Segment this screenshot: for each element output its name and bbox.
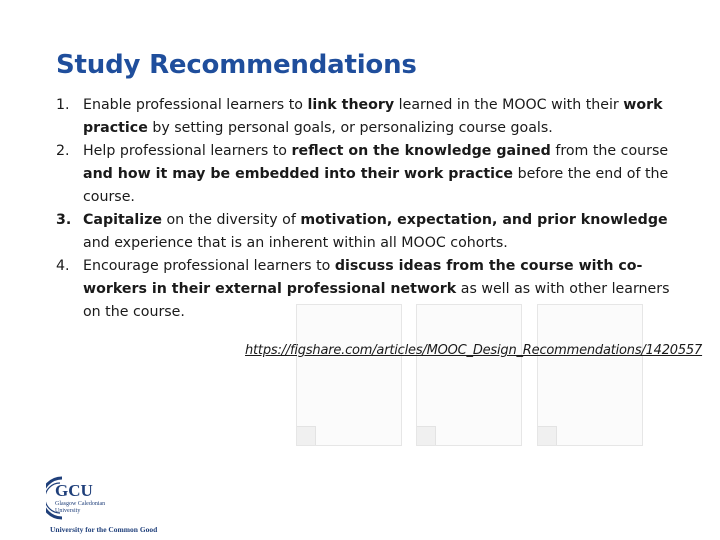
item-text: Help professional learners to <box>83 143 292 159</box>
logo-name-line1: Glasgow Caledonian <box>55 501 106 507</box>
item-number: 1. <box>56 97 70 113</box>
logo-abbrev: GCU <box>55 481 93 500</box>
item-text: as well as with other learners on the course. <box>83 281 670 320</box>
figshare-link[interactable]: https://figshare.com/articles/MOOC_Design_Recommendations/1420557 <box>245 343 703 358</box>
gcu-logo <box>46 474 166 527</box>
item-text: by setting personal goals, or personalizing course goals. <box>147 120 553 136</box>
item-text: before the end of the course. <box>83 166 669 205</box>
item-text: and experience that is an inherent within all MOOC cohorts. <box>83 235 508 251</box>
document-thumbnail <box>537 304 643 446</box>
item-number: 4. <box>56 258 70 274</box>
logo-tagline: University for the Common Good <box>50 525 158 534</box>
gcu-logo-icon <box>46 474 166 522</box>
list-item <box>56 94 676 140</box>
list-item <box>56 140 676 209</box>
item-text: Enable professional learners to <box>83 97 308 113</box>
item-text-bold: discuss ideas from the course with co-workers in their external professional network <box>83 258 643 297</box>
item-number: 2. <box>56 143 70 159</box>
document-thumbnail <box>416 304 522 446</box>
item-text: from the course <box>550 143 669 159</box>
logo-name-line2: University <box>55 508 81 514</box>
item-text-bold: link theory <box>307 97 395 113</box>
item-text: on the diversity of <box>161 212 301 228</box>
list-item <box>56 209 676 255</box>
item-text-bold: reflect on the knowledge gained <box>291 143 551 159</box>
item-text: Encourage professional learners to <box>83 258 335 274</box>
item-text-bold: and how it may be embedded into their work practice <box>83 166 514 182</box>
item-text-bold: work practice <box>83 97 663 136</box>
slide-title: Study Recommendations <box>56 50 417 80</box>
item-text: learned in the MOOC with their <box>394 97 624 113</box>
item-text-bold: motivation, expectation, and prior knowledge <box>300 212 668 228</box>
item-number: 3. <box>56 212 72 228</box>
item-text-bold: Capitalize <box>83 212 162 228</box>
document-thumbnail <box>296 304 402 446</box>
recommendation-list <box>56 94 676 324</box>
